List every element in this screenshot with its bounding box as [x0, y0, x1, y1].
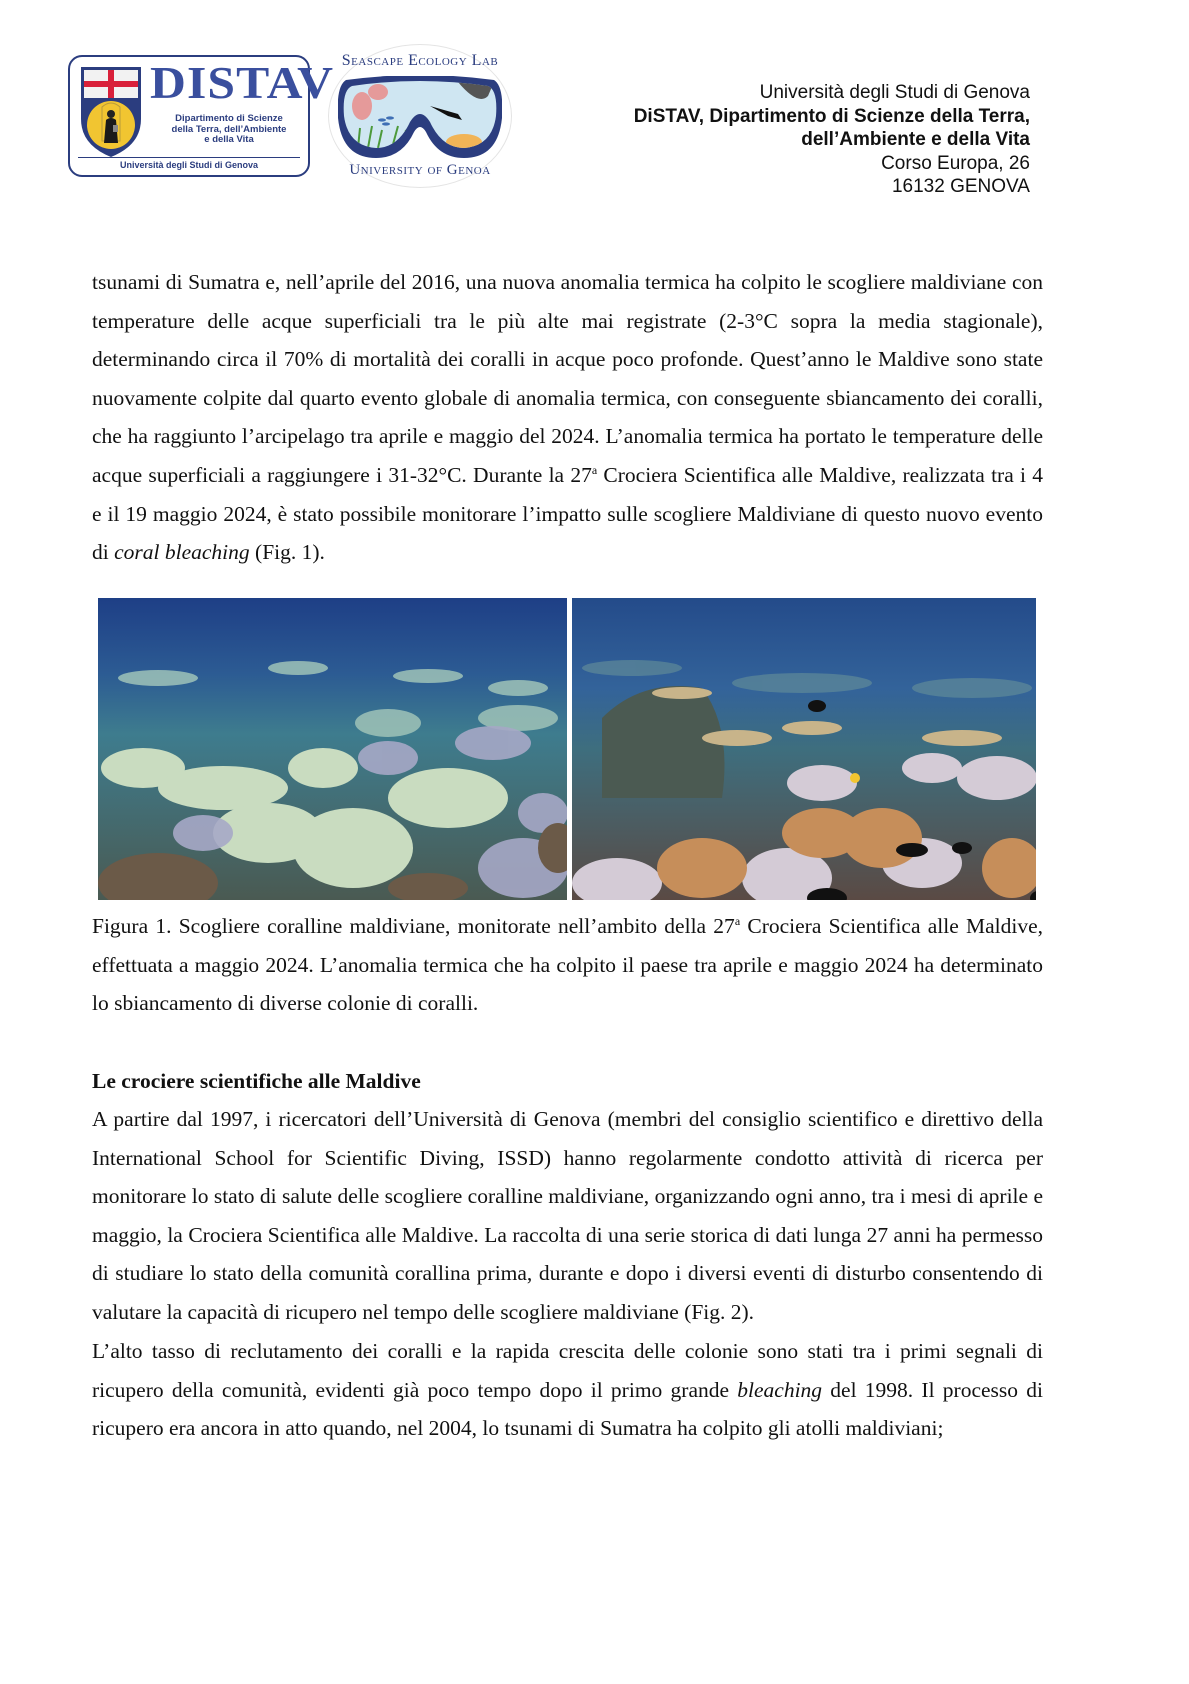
distav-subtitle-line: e della Vita: [204, 134, 254, 145]
distav-subtitle: [156, 114, 302, 146]
italic-term: bleaching: [737, 1377, 823, 1402]
address-department: DiSTAV, Dipartimento di Scienze della Terra,: [633, 105, 1030, 127]
body-paragraph: [92, 1332, 1043, 1448]
figure-caption: [92, 907, 1043, 1023]
figure-image-bleached-reef: [98, 598, 567, 900]
paragraph-text: L’alto tasso di reclutamento dei coralli e la rapida crescita delle colonie sono stati tra i primi segnali di ricupero della comunità, evidenti già poco tempo dopo il primo grande: [92, 1339, 1043, 1402]
caption-text: Figura 1. Scogliere coralline maldiviane, monitorate nell’ambito della 27: [92, 914, 735, 938]
caption-text: Crociera Scientifica alle Maldive, effettuata a maggio 2024. L’anomalia termica che ha colpito il paese tra aprile e maggio 2024 ha determinato lo sbiancamento di diverse colonie di coralli.: [92, 914, 1043, 1016]
institution-address: [634, 81, 1030, 199]
section-heading: Le crociere scientifiche alle Maldive: [92, 1069, 421, 1093]
distav-subtitle-line: della Terra, dell’Ambiente: [171, 123, 287, 135]
paragraph-text: tsunami di Sumatra e, nell’aprile del 2016, una nuova anomalia termica ha colpito le scogliere maldiviane con temperature delle acque superficiali tra le più alte mai registrate (2-3°C sopra la media stagionale), determinando circa il 70% di mortalità dei coralli in acque poco profonde. Quest’anno le Maldive sono state nuovamente colpite dal quarto evento globale di anomalia termica, con conseguente sbiancamento dei coralli, che ha raggiunto l’arcipelago tra aprile e maggio del 2024. L’anomalia termica ha portato le temperature delle acque superficiali a raggiungere i 31-32°C. Durante la 27: [92, 270, 1043, 487]
body-paragraph: [92, 263, 1043, 572]
italic-term: coral bleaching: [114, 540, 250, 565]
genoa-university-shield-icon: [78, 65, 144, 159]
distav-title: DISTAV: [150, 57, 335, 108]
distav-divider: [78, 157, 300, 158]
superscript: a: [591, 462, 598, 477]
distav-logo: [68, 55, 335, 177]
address-street: Corso Europa, 26: [881, 152, 1030, 174]
address-city: 16132 GENOVA: [891, 176, 1030, 198]
seascape-ecology-lab-logo: [328, 44, 512, 188]
body-paragraph: A partire dal 1997, i ricercatori dell’Università di Genova (membri del consiglio scientifico e direttivo della International School for Scientific Diving, ISSD) hanno regolarmente condotto attività di ricerca per monitorare lo stato di salute delle scogliere coralline maldiviane, organizzando ogni anno, tra i mesi di aprile e maggio, la Crociera Scientifica alle Maldive. La raccolta di una serie storica di dati lunga 27 anni ha permesso di studiare lo stato della comunità corallina prima, durante e dopo i diversi eventi di disturbo consentendo di valutare la capacità di ricupero nel tempo delle scogliere maldiviane (Fig. 2).: [92, 1107, 1043, 1324]
diving-mask-icon: [338, 76, 502, 160]
paragraph-text: del 1998. Il processo di ricupero era ancora in atto quando, nel 2004, lo tsunami di Sumatra ha colpito gli atolli maldiviani;: [92, 1377, 1043, 1441]
figure-image-reef-with-fish: [572, 598, 1036, 900]
distav-subtitle-line: Dipartimento di Scienze: [175, 113, 283, 124]
address-department-cont: dell’Ambiente e della Vita: [801, 129, 1030, 151]
superscript: a: [734, 914, 741, 928]
seascape-logo-subtitle: University of Genoa: [349, 162, 491, 178]
distav-footer: Università degli Studi di Genova: [119, 160, 259, 170]
address-university: Università degli Studi di Genova: [759, 82, 1030, 103]
paragraph-text: Crociera Scientifica alle Maldive, realizzata tra i 4 e il 19 maggio 2024, è stato possibile monitorare l’impatto sulle scogliere Maldiviane di questo nuovo evento di: [92, 462, 1043, 565]
paragraph-text: (Fig. 1).: [249, 540, 325, 565]
seascape-logo-title: Seascape Ecology Lab: [341, 52, 499, 69]
